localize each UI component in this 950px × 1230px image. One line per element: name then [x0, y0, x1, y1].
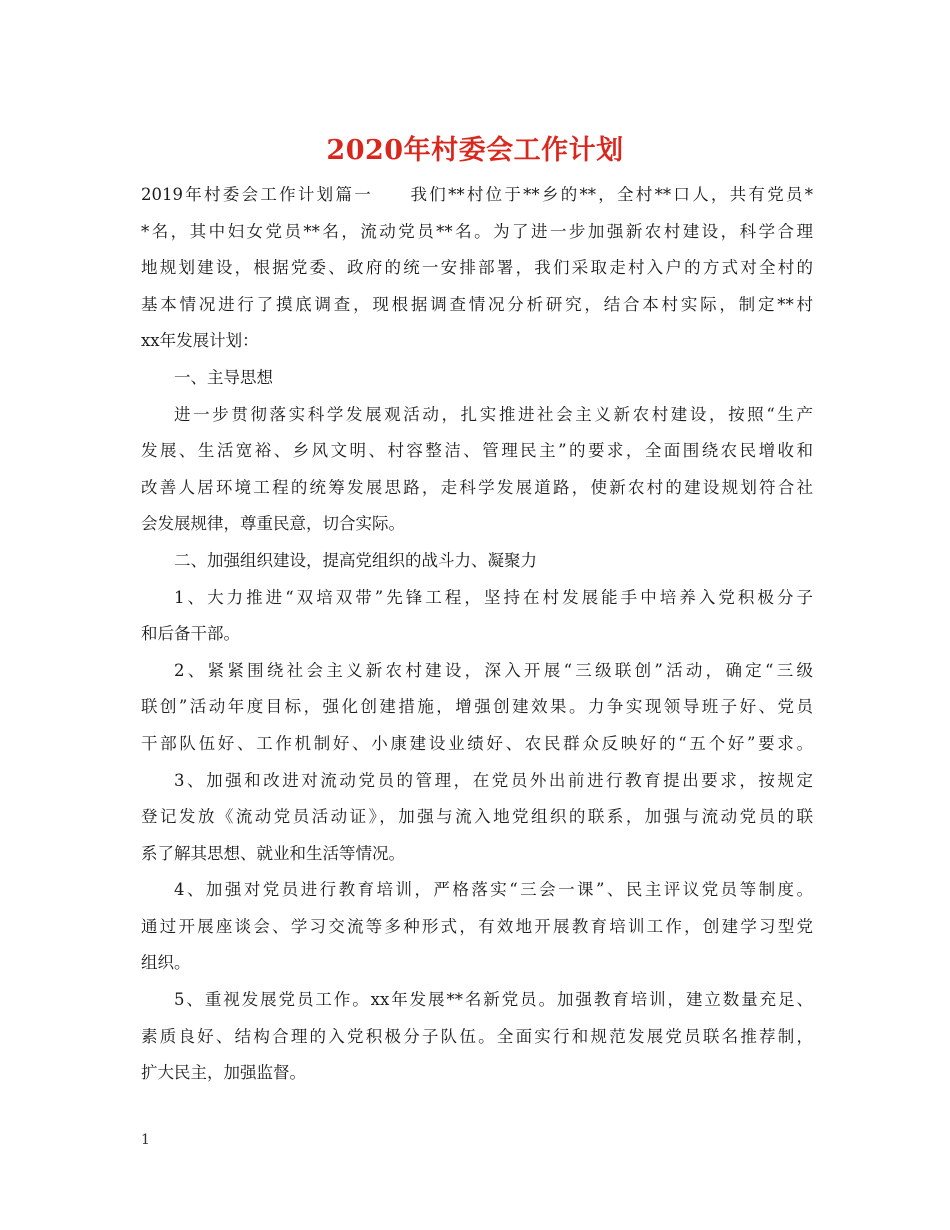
body-line: 一、主导思想: [174, 367, 273, 387]
body-line: 素质良好、结构合理的入党积极分子队伍。全面实行和规范发展党员联名推荐制，: [141, 1026, 813, 1046]
body-line: 2、紧紧围绕社会主义新农村建设，深入开展“三级联创”活动，确定“三级: [174, 660, 813, 680]
body-line: xx年发展计划：: [141, 331, 259, 351]
body-line: 扩大民主，加强监督。: [141, 1063, 306, 1083]
body-line: 地规划建设，根据党委、政府的统一安排部署，我们采取走村入户的方式对全村的: [141, 258, 813, 278]
body-line: 系了解其思想、就业和生活等情况。: [141, 843, 405, 863]
body-line: 4、加强对党员进行教育培训，严格落实“三会一课”、民主评议党员等制度。: [174, 880, 813, 900]
document-body: [141, 177, 813, 1092]
body-line: 组织。: [141, 953, 191, 973]
body-line: 登记发放《流动党员活动证》，加强与流入地党组织的联系，加强与流动党员的联: [141, 807, 813, 827]
document-title: 2020年村委会工作计划: [326, 135, 624, 166]
body-line: 会发展规律，尊重民意，切合实际。: [141, 514, 405, 534]
body-line: 干部队伍好、工作机制好、小康建设业绩好、农民群众反映好的“五个好”要求。: [141, 733, 813, 753]
body-line: 通过开展座谈会、学习交流等多种形式，有效地开展教育培训工作，创建学习型党: [141, 916, 813, 936]
body-line: 进一步贯彻落实科学发展观活动，扎实推进社会主义新农村建设，按照“生产: [174, 404, 813, 424]
body-line: 二、加强组织建设，提高党组织的战斗力、凝聚力: [174, 550, 537, 570]
body-line: 3、加强和改进对流动党员的管理，在党员外出前进行教育提出要求，按规定: [174, 770, 813, 790]
body-line: 5、重视发展党员工作。xx年发展**名新党员。加强教育培训，建立数量充足、: [174, 990, 813, 1010]
body-line: 基本情况进行了摸底调查，现根据调查情况分析研究，结合本村实际，制定**村: [141, 294, 813, 314]
body-line: 联创”活动年度目标，强化创建措施，增强创建效果。力争实现领导班子好、党员: [141, 697, 813, 717]
body-line: *名，其中妇女党员**名，流动党员**名。为了进一步加强新农村建设，科学合理: [141, 221, 813, 241]
body-line: 改善人居环境工程的统筹发展思路，走科学发展道路，使新农村的建设规划符合社: [141, 477, 813, 497]
page-number: 1: [141, 1132, 150, 1148]
body-line: 1、大力推进“双培双带”先锋工程，坚持在村发展能手中培养入党积极分子: [174, 587, 813, 607]
body-line: 2019年村委会工作计划篇一 我们**村位于**乡的**，全村**口人，共有党员*: [141, 185, 813, 204]
body-line: 和后备干部。: [141, 624, 240, 644]
body-line: 发展、生活宽裕、乡风文明、村容整洁、管理民主”的要求，全面围绕农民增收和: [141, 441, 813, 461]
